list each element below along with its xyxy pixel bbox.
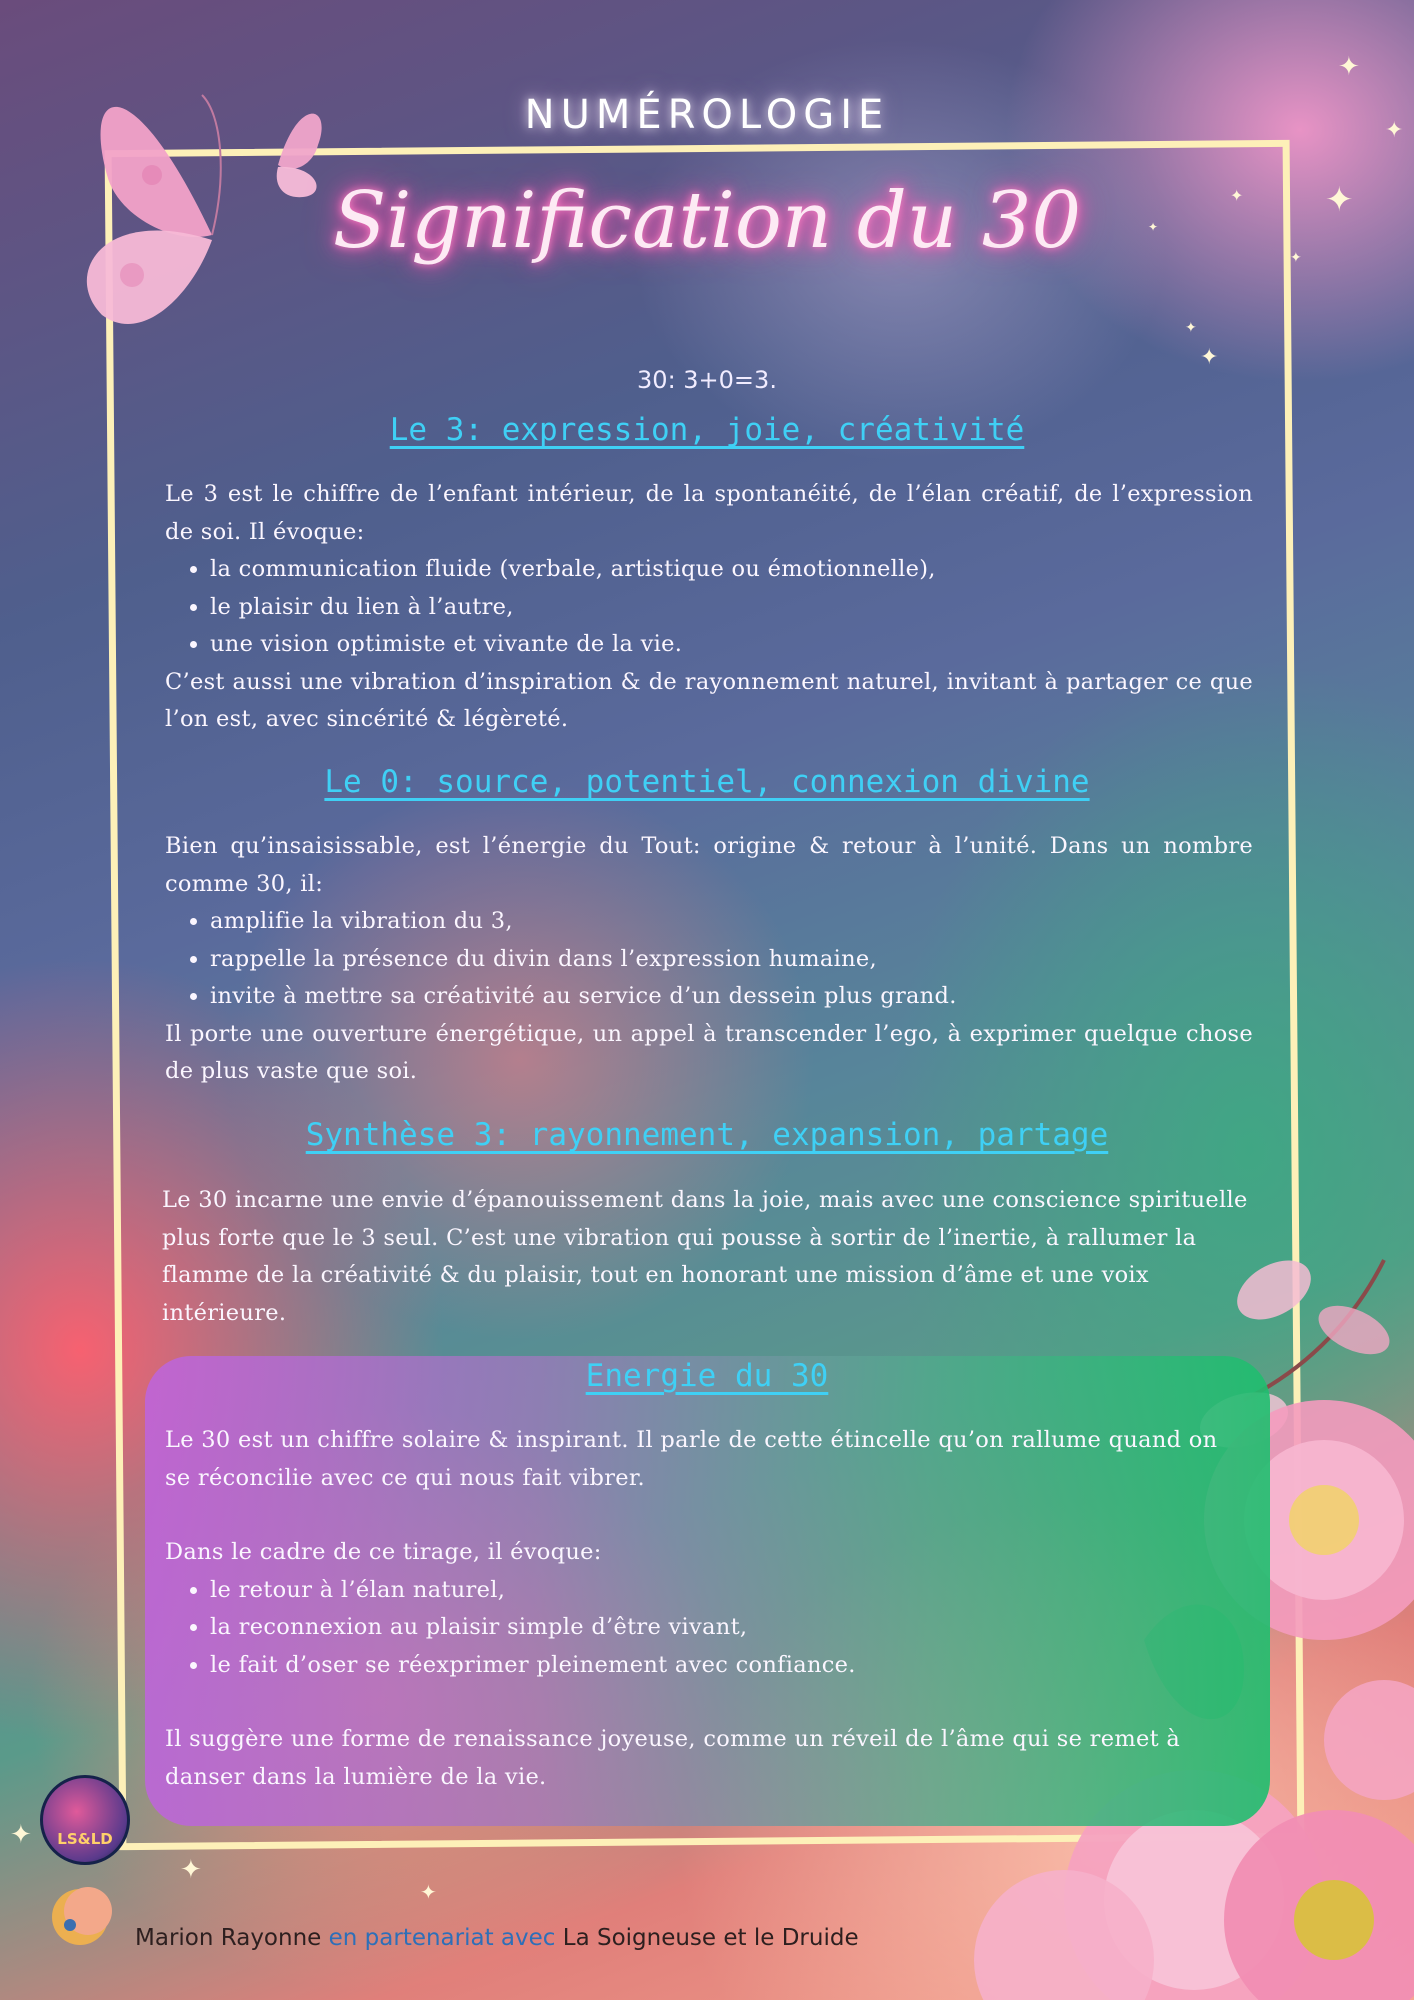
sparkle-icon: ✦ [1290, 250, 1302, 266]
footer-credit [135, 1925, 859, 1951]
section-3-outro: C’est aussi une vibration d’inspiration & de rayonnement naturel, invitant à partager ce que l’on est, avec sincérité & légèreté. [165, 668, 1253, 732]
energy-lead: Dans le cadre de ce tirage, il évoque: [165, 1539, 602, 1565]
list-item: • le plaisir du lien à l’autre, [210, 589, 1253, 627]
energy-body [165, 1422, 1245, 1796]
category-label: NUMÉROLOGIE [524, 92, 890, 138]
section-0-body [165, 828, 1253, 1091]
section-0-heading: Le 0: source, potentiel, connexion divine [324, 764, 1090, 800]
sparkle-icon: ✦ [1325, 180, 1354, 220]
sparkle-icon: ✦ [1385, 118, 1404, 143]
list-item: • le fait d’oser se réexprimer pleinement avec confiance. [210, 1647, 1245, 1685]
formula: 30: 3+0=3. [637, 366, 777, 394]
moon-logo-icon [48, 1885, 112, 1949]
author-name: Marion Rayonne [135, 1925, 322, 1951]
section-3-heading: Le 3: expression, joie, créativité [389, 412, 1025, 448]
list-item: • la communication fluide (verbale, artistique ou émotionnelle), [210, 551, 1253, 589]
sparkle-icon: ✦ [1230, 186, 1244, 205]
sparkle-icon: ✦ [1200, 345, 1219, 370]
list-item: • invite à mettre sa créativité au service d’un dessein plus grand. [210, 978, 1253, 1016]
energy-list [165, 1572, 1245, 1685]
energy-intro: Le 30 est un chiffre solaire & inspirant. Il parle de cette étincelle qu’on rallume quand on se réconcilie avec ce qui nous fait vibrer. [165, 1427, 1218, 1491]
section-3-body [165, 476, 1253, 739]
list-item: • amplifie la vibration du 3, [210, 903, 1253, 941]
partner-name: La Soigneuse et le Druide [562, 1925, 859, 1951]
partnership-text: en partenariat avec [328, 1925, 556, 1951]
energy-heading: Energie du 30 [585, 1358, 829, 1394]
synthesis-text: Le 30 incarne une envie d’épanouissement dans la joie, mais avec une conscience spirituelle plus forte que le 3 seul. C’est une vibration qui pousse à sortir de l’inertie, à rallumer la flamme de la créativité & du plaisir, tout en honorant une mission d’âme et une voix intérieure. [162, 1187, 1248, 1326]
section-3-intro: Le 3 est le chiffre de l’enfant intérieur, de la spontanéité, de l’élan créatif, de l’expression de soi. Il évoque: [165, 481, 1253, 545]
section-3-list [165, 551, 1253, 664]
section-0-intro: Bien qu’insaisissable, est l’énergie du Tout: origine & retour à l’unité. Dans un nombre comme 30, il: [165, 833, 1253, 897]
synthesis-body [162, 1182, 1252, 1332]
list-item: • rappelle la présence du divin dans l’expression humaine, [210, 941, 1253, 979]
list-item: • la reconnexion au plaisir simple d’être vivant, [210, 1609, 1245, 1647]
sparkle-icon: ✦ [10, 1820, 32, 1850]
sparkle-icon: ✦ [1185, 320, 1197, 336]
page-title: Signification du 30 [332, 176, 1082, 266]
energy-outro: Il suggère une forme de renaissance joyeuse, comme un réveil de l’âme qui se remet à danser dans la lumière de la vie. [165, 1726, 1181, 1790]
list-item: • une vision optimiste et vivante de la vie. [210, 626, 1253, 664]
section-0-list [165, 903, 1253, 1016]
sparkle-icon: ✦ [420, 1880, 437, 1904]
partner-logo: LS&LD [40, 1775, 130, 1865]
section-0-outro: Il porte une ouverture énergétique, un appel à transcender l’ego, à exprimer quelque chose de plus vaste que soi. [165, 1020, 1253, 1084]
list-item: • le retour à l’élan naturel, [210, 1572, 1245, 1610]
sparkle-icon: ✦ [180, 1855, 202, 1885]
sparkle-icon: ✦ [1148, 220, 1159, 234]
synthesis-heading: Synthèse 3: rayonnement, expansion, partage [305, 1117, 1109, 1153]
sparkle-icon: ✦ [1338, 52, 1360, 82]
